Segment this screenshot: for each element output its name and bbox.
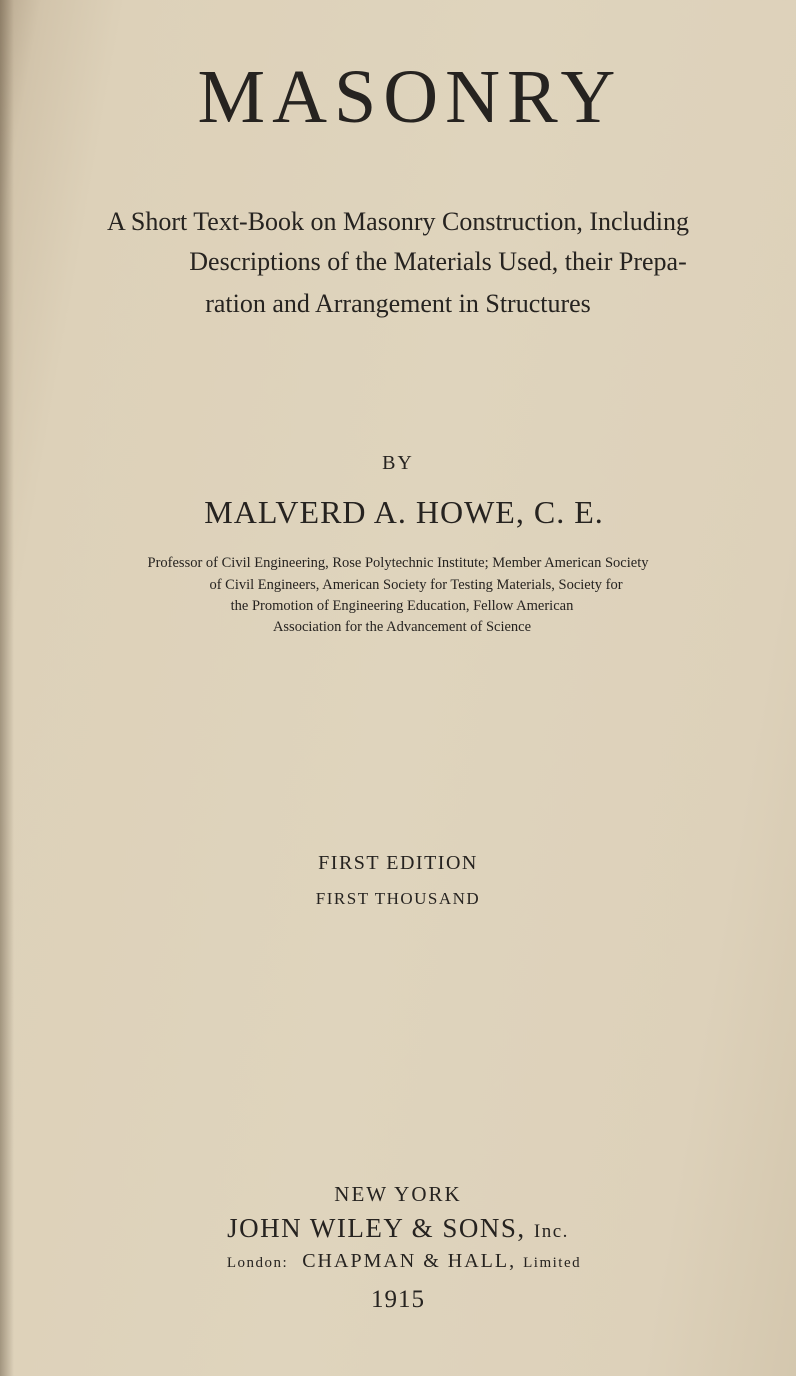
imprint-year: 1915 xyxy=(371,1286,425,1313)
book-title: MASONRY xyxy=(197,55,623,139)
byline: BY xyxy=(382,452,414,474)
printing: FIRST THOUSAND xyxy=(315,889,481,908)
imprint-city: NEW YORK xyxy=(334,1182,462,1206)
publisher-suffix: Inc. xyxy=(533,1221,569,1242)
london-suffix: Limited xyxy=(523,1255,582,1271)
imprint-london xyxy=(0,1250,796,1273)
credentials-line-1: Professor of Civil Engineering, Rose Polytechnic Institute; Member American Society xyxy=(147,555,649,571)
london-publisher: CHAPMAN & HALL, xyxy=(302,1250,517,1272)
credentials-line-2: of Civil Engineers, American Society for Testing Materials, Society for xyxy=(209,577,623,593)
author-name: MALVERD A. HOWE, C. E. xyxy=(204,494,604,530)
imprint-publisher xyxy=(0,1213,796,1244)
subtitle-line-3: ration and Arrangement in Structures xyxy=(205,289,591,318)
london-label: London: xyxy=(226,1255,289,1271)
subtitle-line-2: Descriptions of the Materials Used, their Prepa- xyxy=(189,247,687,276)
subtitle-line-1: A Short Text-Book on Masonry Construction, Including xyxy=(107,207,689,236)
edition: FIRST EDITION xyxy=(318,852,478,874)
credentials-line-4: Association for the Advancement of Science xyxy=(272,619,532,635)
publisher-name: JOHN WILEY & SONS, xyxy=(227,1213,526,1243)
credentials-line-3: the Promotion of Engineering Education, Fellow American xyxy=(230,598,574,614)
